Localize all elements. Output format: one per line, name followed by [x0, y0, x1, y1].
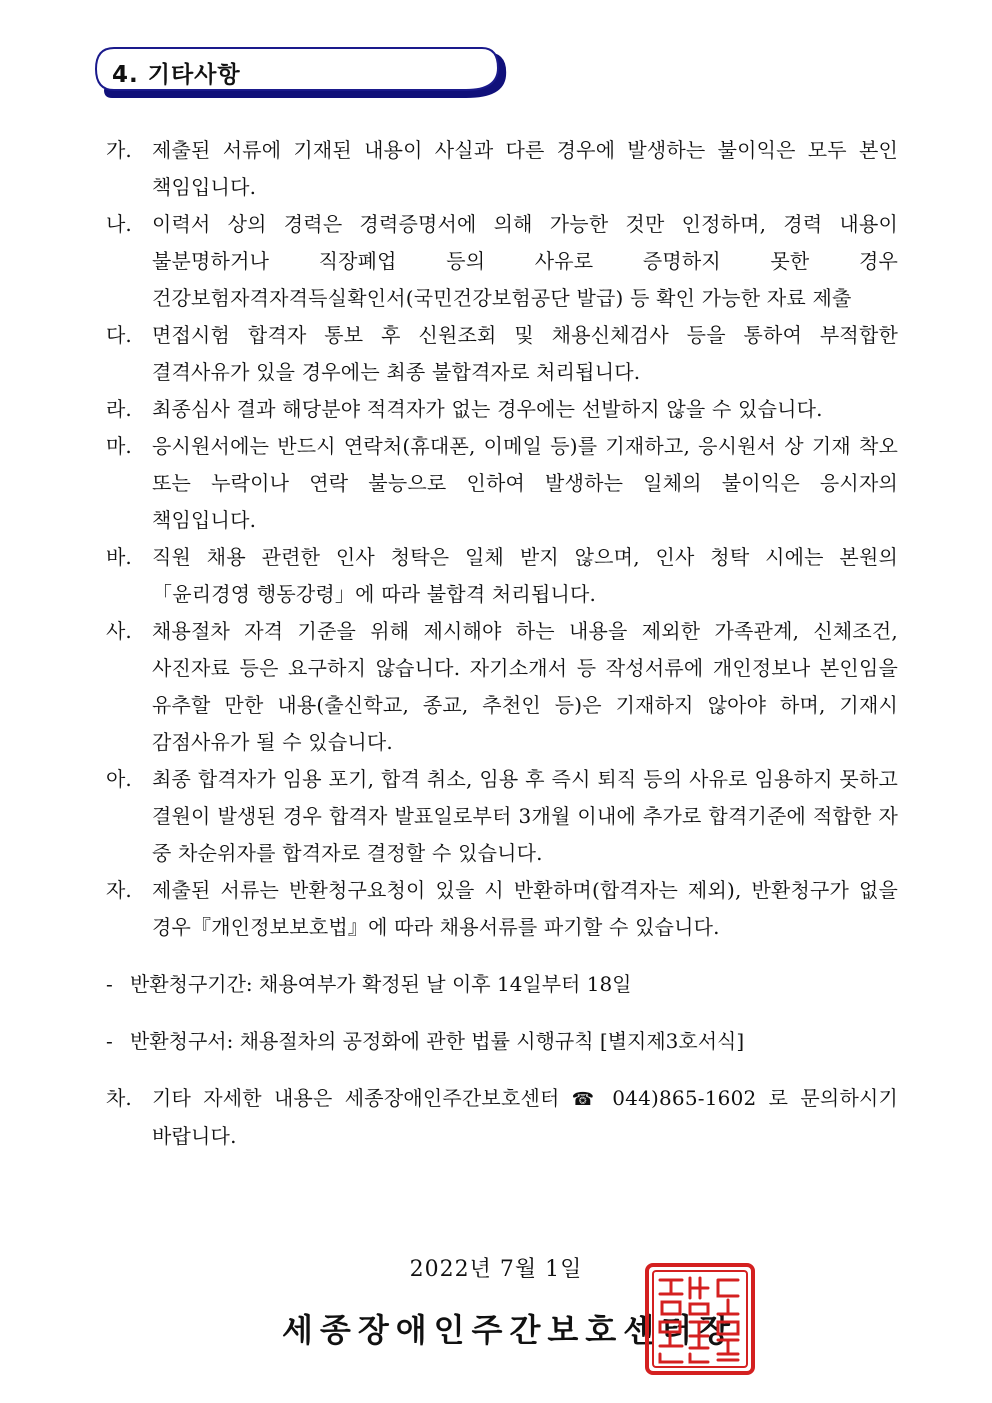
item-marker: 라.	[106, 397, 132, 421]
item-text	[152, 1080, 898, 1155]
list-item	[106, 206, 898, 317]
item-marker: 나.	[106, 212, 132, 236]
item-marker: 자.	[106, 878, 132, 902]
list-item	[106, 872, 898, 946]
sub-item-text: 반환청구기간: 채용여부가 확정된 날 이후 14일부터 18일	[130, 972, 632, 996]
official-seal-stamp	[644, 1262, 756, 1376]
item-text: 최종 합격자가 임용 포기, 합격 취소, 임용 후 즉시 퇴직 등의 사유로 임용하지 못하고 결원이 발생된 경우 합격자 발표일로부터 3개월 이내에 추가로 합격기준에 적합한 자 중 차순위자를 합격자로 결정할 수 있습니다.	[152, 767, 898, 865]
item-text: 최종심사 결과 해당분야 적격자가 없는 경우에는 선발하지 않을 수 있습니다.	[152, 397, 823, 421]
sub-item	[84, 1023, 898, 1060]
item-text: 제출된 서류에 기재된 내용이 사실과 다른 경우에 발생하는 불이익은 모두 본인 책임입니다.	[152, 138, 898, 199]
sub-item	[84, 966, 898, 1003]
item-text: 제출된 서류는 반환청구요청이 있을 시 반환하며(합격자는 제외), 반환청구가 없을 경우『개인정보보호법』에 따라 채용서류를 파기할 수 있습니다.	[152, 878, 898, 939]
list-item-contact	[106, 1080, 898, 1155]
contact-phone: 044)865-1602	[612, 1086, 757, 1110]
item-text: 응시원서에는 반드시 연락처(휴대폰, 이메일 등)를 기재하고, 응시원서 상 기재 착오 또는 누락이나 연락 불능으로 인하여 발생하는 일체의 불이익은 응시자의 책임입니다.	[152, 434, 898, 532]
list-item	[106, 317, 898, 391]
item-marker: 바.	[106, 545, 132, 569]
item-marker: 아.	[106, 767, 132, 791]
item-marker: 가.	[106, 138, 132, 162]
list-item	[106, 132, 898, 206]
notice-body	[106, 132, 898, 1155]
list-item	[106, 613, 898, 761]
item-marker: 마.	[106, 434, 132, 458]
item-marker: 사.	[106, 619, 132, 643]
issue-date: 2022년 7월 1일	[409, 1257, 583, 1282]
contact-text-before: 기타 자세한 내용은 세종장애인주간보호센터	[152, 1086, 560, 1110]
item-marker: 차.	[106, 1086, 132, 1110]
contact-text-after: 로 문의하시기 바랍니다.	[152, 1086, 899, 1148]
organization-signature: 세종장애인주간보호센터장	[282, 1311, 737, 1349]
list-item	[106, 428, 898, 539]
sub-item-marker: -	[106, 972, 113, 996]
item-text: 채용절차 자격 기준을 위해 제시해야 하는 내용을 제외한 가족관계, 신체조건, 사진자료 등은 요구하지 않습니다. 자기소개서 등 작성서류에 개인정보나 본인임을 유추할 만한 내용(출신학교, 종교, 추천인 등)은 기재하지 않아야 하며, 기재시 감점사유가 될 수 있습니다.	[152, 619, 898, 754]
item-text: 이력서 상의 경력은 경력증명서에 의해 가능한 것만 인정하며, 경력 내용이 불분명하거나 직장폐업 등의 사유로 증명하지 못한 경우 건강보험자격자격득실확인서(국민건강보험공단 발급) 등 확인 가능한 자료 제출	[152, 212, 898, 310]
section-header	[94, 46, 510, 100]
list-item	[106, 539, 898, 613]
list-item	[106, 761, 898, 872]
item-marker: 다.	[106, 323, 132, 347]
sub-item-marker: -	[106, 1029, 113, 1053]
telephone-icon: ☎	[571, 1089, 601, 1110]
item-text: 직원 채용 관련한 인사 청탁은 일체 받지 않으며, 인사 청탁 시에는 본원의 「윤리경영 행동강령」에 따라 불합격 처리됩니다.	[152, 545, 898, 606]
section-title: 4. 기타사항	[112, 62, 241, 88]
sub-item-text: 반환청구서: 채용절차의 공정화에 관한 법률 시행규칙 [별지제3호서식]	[130, 1029, 745, 1053]
item-text: 면접시험 합격자 통보 후 신원조회 및 채용신체검사 등을 통하여 부적합한 결격사유가 있을 경우에는 최종 불합격자로 처리됩니다.	[152, 323, 898, 384]
list-item	[106, 391, 898, 428]
